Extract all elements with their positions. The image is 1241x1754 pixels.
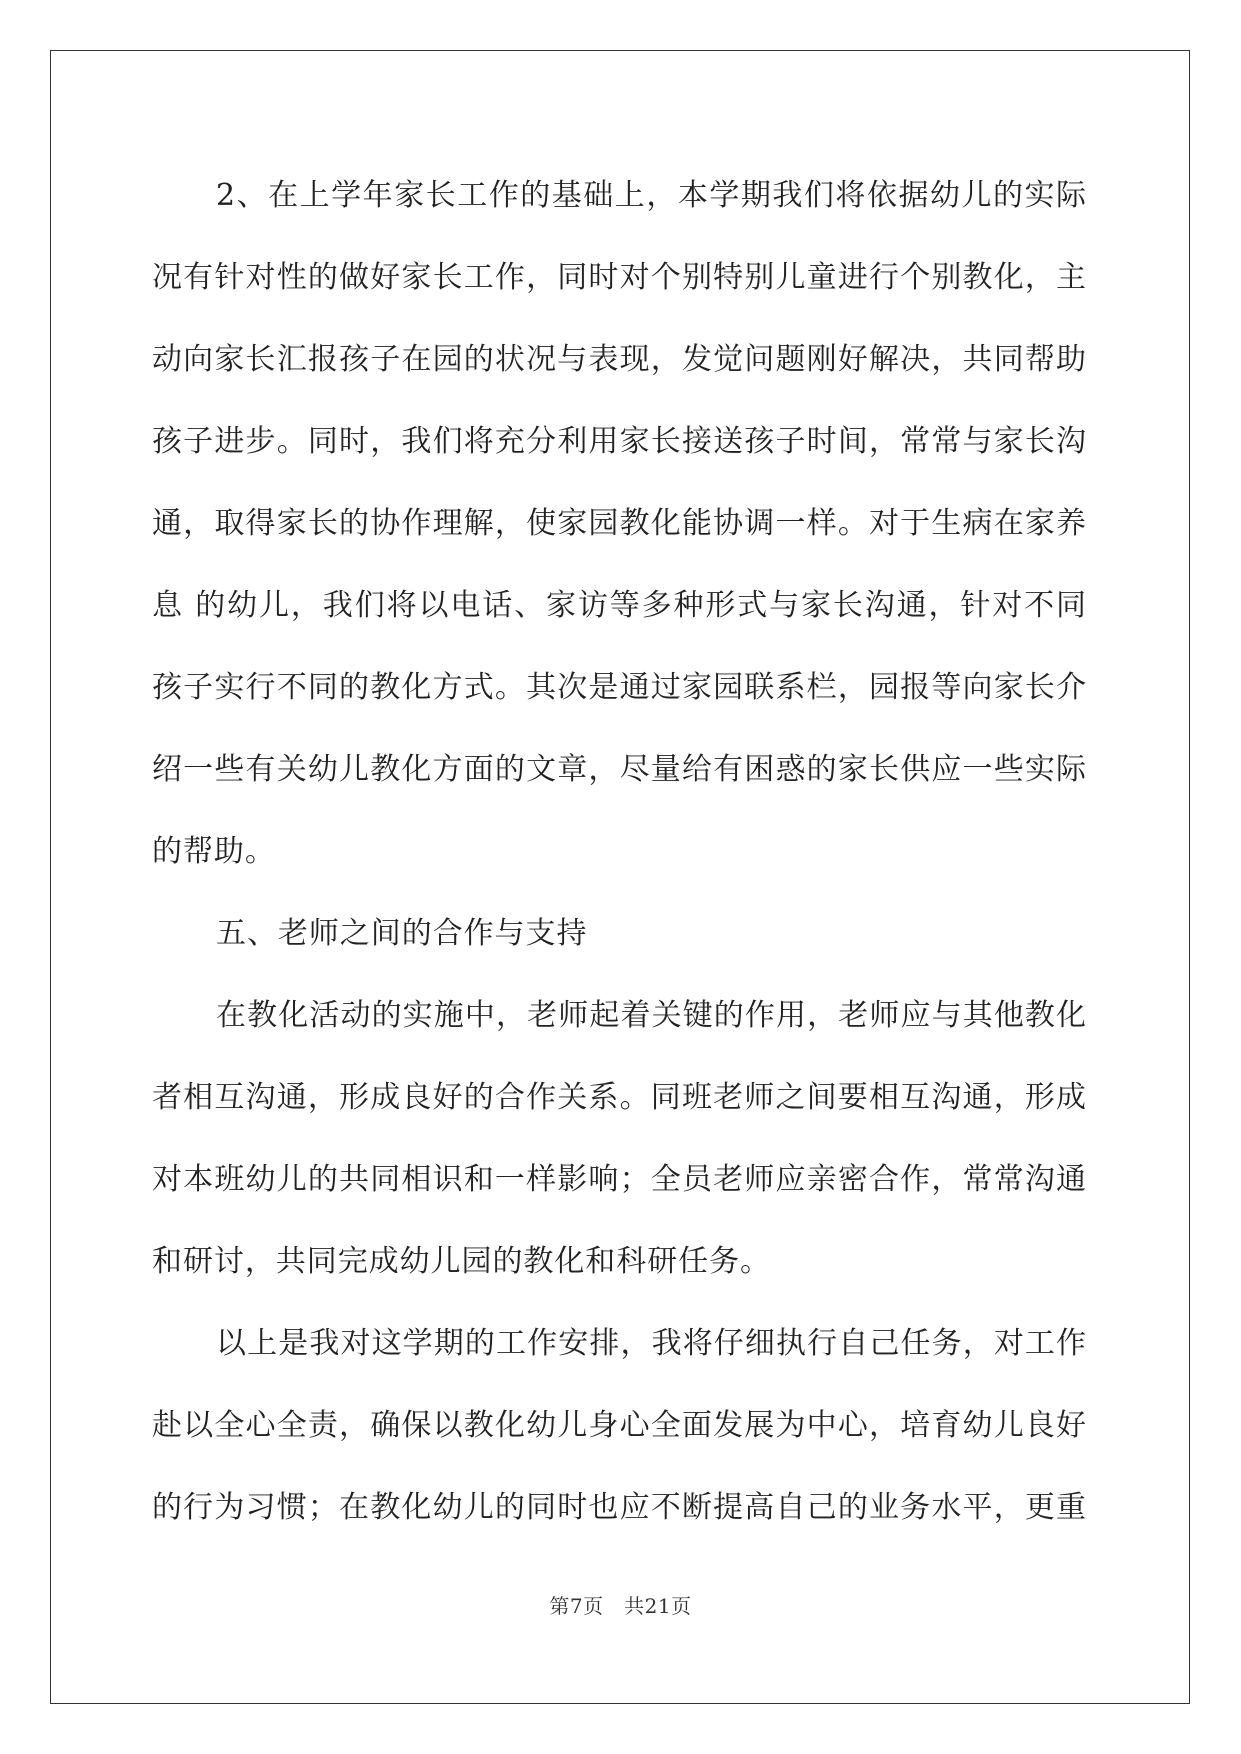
section-heading: 五、老师之间的合作与支持 bbox=[216, 916, 588, 951]
text-line: 以上是我对这学期的工作安排，我将仔细执行自己任务，对工作 bbox=[216, 1326, 1087, 1361]
text-line: 的行为习惯；在教化幼儿的同时也应不断提高自己的业务水平，更重 bbox=[152, 1490, 1087, 1525]
text-line: 的帮助。 bbox=[152, 834, 276, 869]
text-line: 在教化活动的实施中，老师起着关键的作用，老师应与其他教化 bbox=[216, 998, 1087, 1033]
text-line: 通，取得家长的协作理解，使家园教化能协调一样。对于生病在家养 bbox=[152, 506, 1087, 541]
text-line: 绍一些有关幼儿教化方面的文章，尽量给有困惑的家长供应一些实际 bbox=[152, 752, 1087, 787]
text-line: 孩子进步。同时，我们将充分利用家长接送孩子时间，常常与家长沟 bbox=[152, 424, 1087, 459]
page-footer bbox=[0, 1590, 1241, 1619]
text-line: 对本班幼儿的共同相识和一样影响；全员老师应亲密合作，常常沟通 bbox=[152, 1162, 1087, 1197]
text-line: 孩子实行不同的教化方式。其次是通过家园联系栏，园报等向家长介 bbox=[152, 670, 1087, 705]
text-line: 息 的幼儿，我们将以电话、家访等多种形式与家长沟通，针对不同 bbox=[152, 588, 1087, 623]
page-number: 第7页 共21页 bbox=[549, 1594, 692, 1618]
text-line: 况有针对性的做好家长工作，同时对个别特别儿童进行个别教化，主 bbox=[152, 260, 1087, 295]
text-line: 动向家长汇报孩子在园的状况与表现，发觉问题刚好解决，共同帮助 bbox=[152, 342, 1087, 377]
text-line: 和研讨，共同完成幼儿园的教化和科研任务。 bbox=[152, 1244, 771, 1279]
text-line: 者相互沟通，形成良好的合作关系。同班老师之间要相互沟通，形成 bbox=[152, 1080, 1087, 1115]
text-line: 2、在上学年家长工作的基础上，本学期我们将依据幼儿的实际 bbox=[216, 178, 1087, 213]
text-line: 赴以全心全责，确保以教化幼儿身心全面发展为中心，培育幼儿良好 bbox=[152, 1408, 1087, 1443]
document-body bbox=[152, 155, 1087, 1549]
